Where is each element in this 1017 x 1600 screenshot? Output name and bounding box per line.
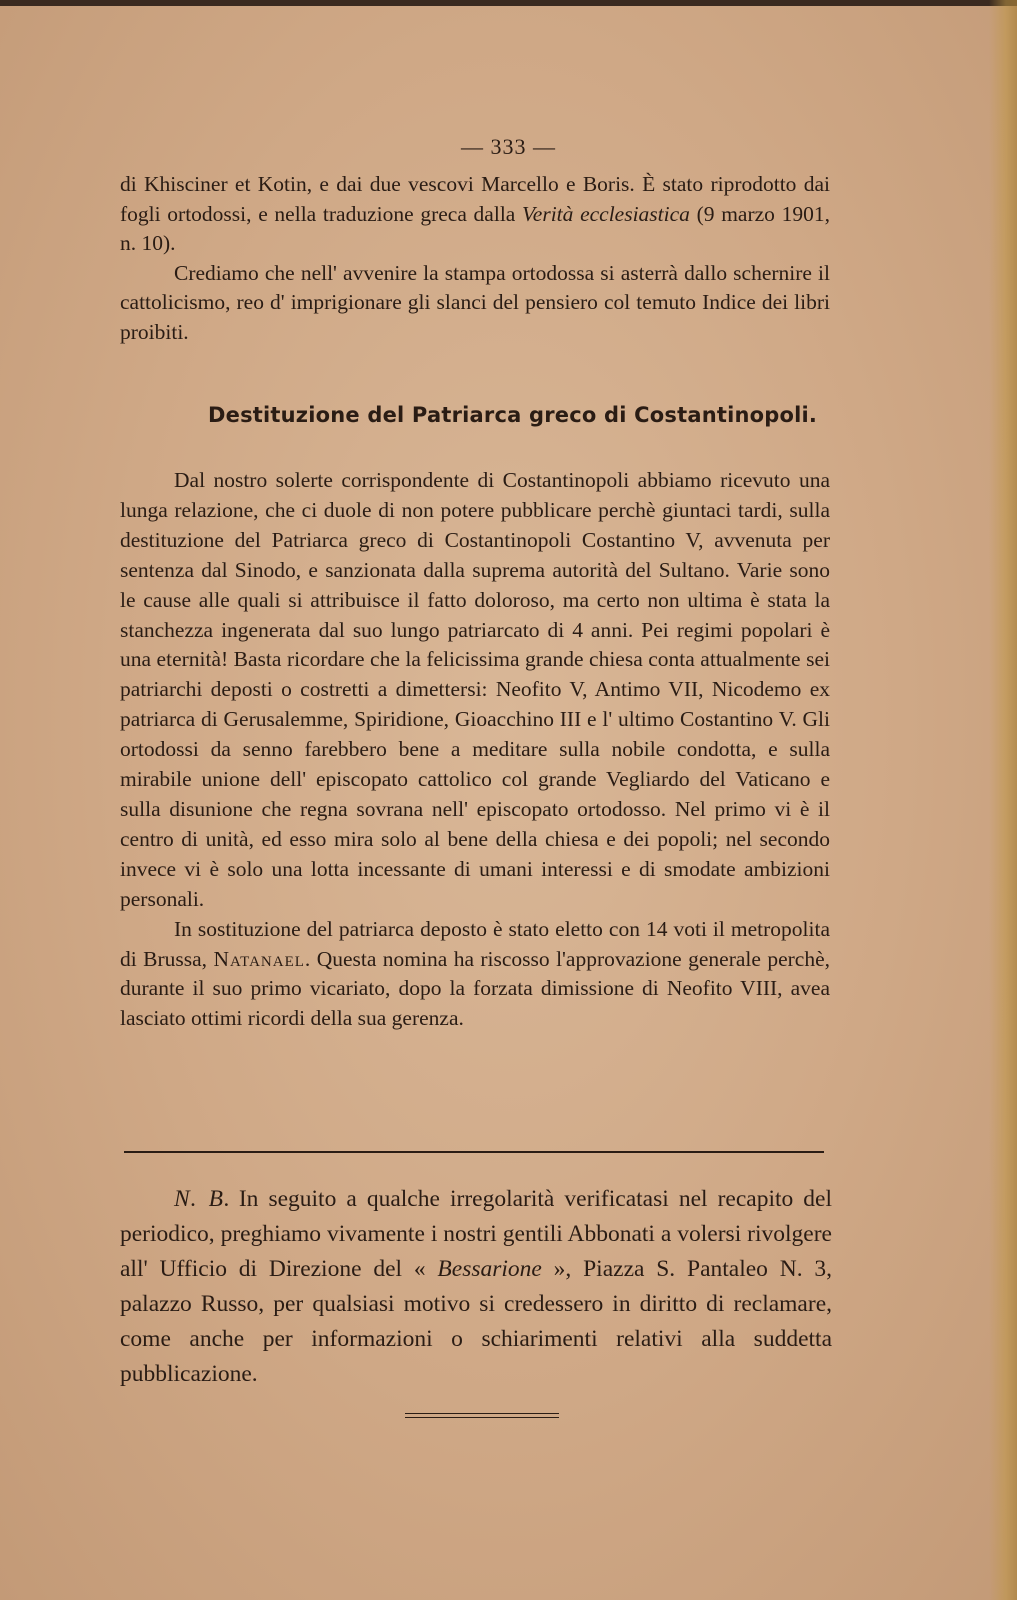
page-number: — 333 — <box>461 134 556 159</box>
person-name: Natanael <box>213 946 305 971</box>
paragraph: Dal nostro solerte corrispondente di Costantinopoli abbiamo ricevuto una lunga relazione, che ci duole di non potere pubblicare perchè giuntaci tardi, sulla destituzione del Patriarca greco di Costantinopoli Costantino V, avvenuta per sentenza dal Sinodo, e sanzionata dalla suprema autorità del Sultano. Varie sono le cause alle quali si attribuisce il fatto doloroso, ma certo non ultima è stata la stanchezza ingenerata dal suo lungo patriarcato di 4 anni. Pei regimi popolari è una eternità! Basta ricordare che la felicissima grande chiesa conta attualmente sei patriarchi deposti o costretti a dimettersi: Neofito V, Antimo VII, Nicodemo ex patriarca di Gerusalemme, Spiridione, Gioacchino III e l' ultimo Costantino V. Gli ortodossi da senno farebbero bene a meditare sulla nobile condotta, e sulla mirabile unione dell' episcopato cattolico col grande Vegliardo del Vaticano e sulla disunione che regna sovrana nell' episcopato ortodosso. Nel primo vi è il centro di unità, ed esso mira solo al bene della chiesa e dei popoli; nel secondo invece vi è solo una lotta incessante di umani interessi e di smodate ambizioni personali. <box>120 468 830 911</box>
paragraph: Crediamo che nell' avvenire la stampa ortodossa si asterrà dallo schernire il cattolicismo, reo d' imprigionare gli slanci del pensiero col temuto Indice dei libri proibiti. <box>120 260 830 344</box>
page-edge-shadow <box>989 0 1017 1600</box>
paragraph-continuation <box>120 170 830 259</box>
text-run: di Khisciner et Kotin, e dai due vescovi Marcello e Boris. È stato riprodotto dai fogli ortodossi, e nella traduzione greca dalla <box>120 172 830 226</box>
end-rule <box>405 1413 559 1414</box>
top-edge <box>0 0 1017 6</box>
continued-text <box>120 170 830 348</box>
paragraph <box>120 915 830 1035</box>
text-run: », Piazza S. Pantaleo N. 3, palazzo Russo, per qualsiasi motivo si credessero in diritto di reclamare, come anche per informazioni o schiarimenti relativi alla suddetta pubblicazione. <box>120 1256 833 1387</box>
note-label: N. B. <box>174 1186 231 1212</box>
text-run: (9 marzo 1901, n. 10). <box>120 201 830 256</box>
note-paragraph <box>120 1182 832 1392</box>
text-run: In sostituzione del patriarca deposto è stato eletto con 14 voti il metropolita di Brussa, <box>120 916 830 971</box>
text-run: . Questa nomina ha riscosso l'approvazione generale perchè, durante il suo primo vicariato, dopo la forzata dimissione di Neofito VIII, avea lasciato ottimi ricordi della sua gerenza. <box>120 946 830 1031</box>
section-title: Destituzione del Patriarca greco di Costantinopoli. <box>208 403 818 427</box>
end-rule <box>405 1417 559 1418</box>
separator-rule <box>124 1151 824 1153</box>
journal-name: Bessarione <box>437 1256 542 1282</box>
section-body <box>120 466 830 1034</box>
nota-bene <box>120 1182 832 1392</box>
text-run: In seguito a qualche irregolarità verificatasi nel recapito del periodico, preghiamo vivamente i nostri gentili Abbonati a volersi rivolgere all' Ufficio di Direzione del « <box>120 1186 832 1282</box>
journal-title: Verità ecclesiastica <box>522 201 690 226</box>
